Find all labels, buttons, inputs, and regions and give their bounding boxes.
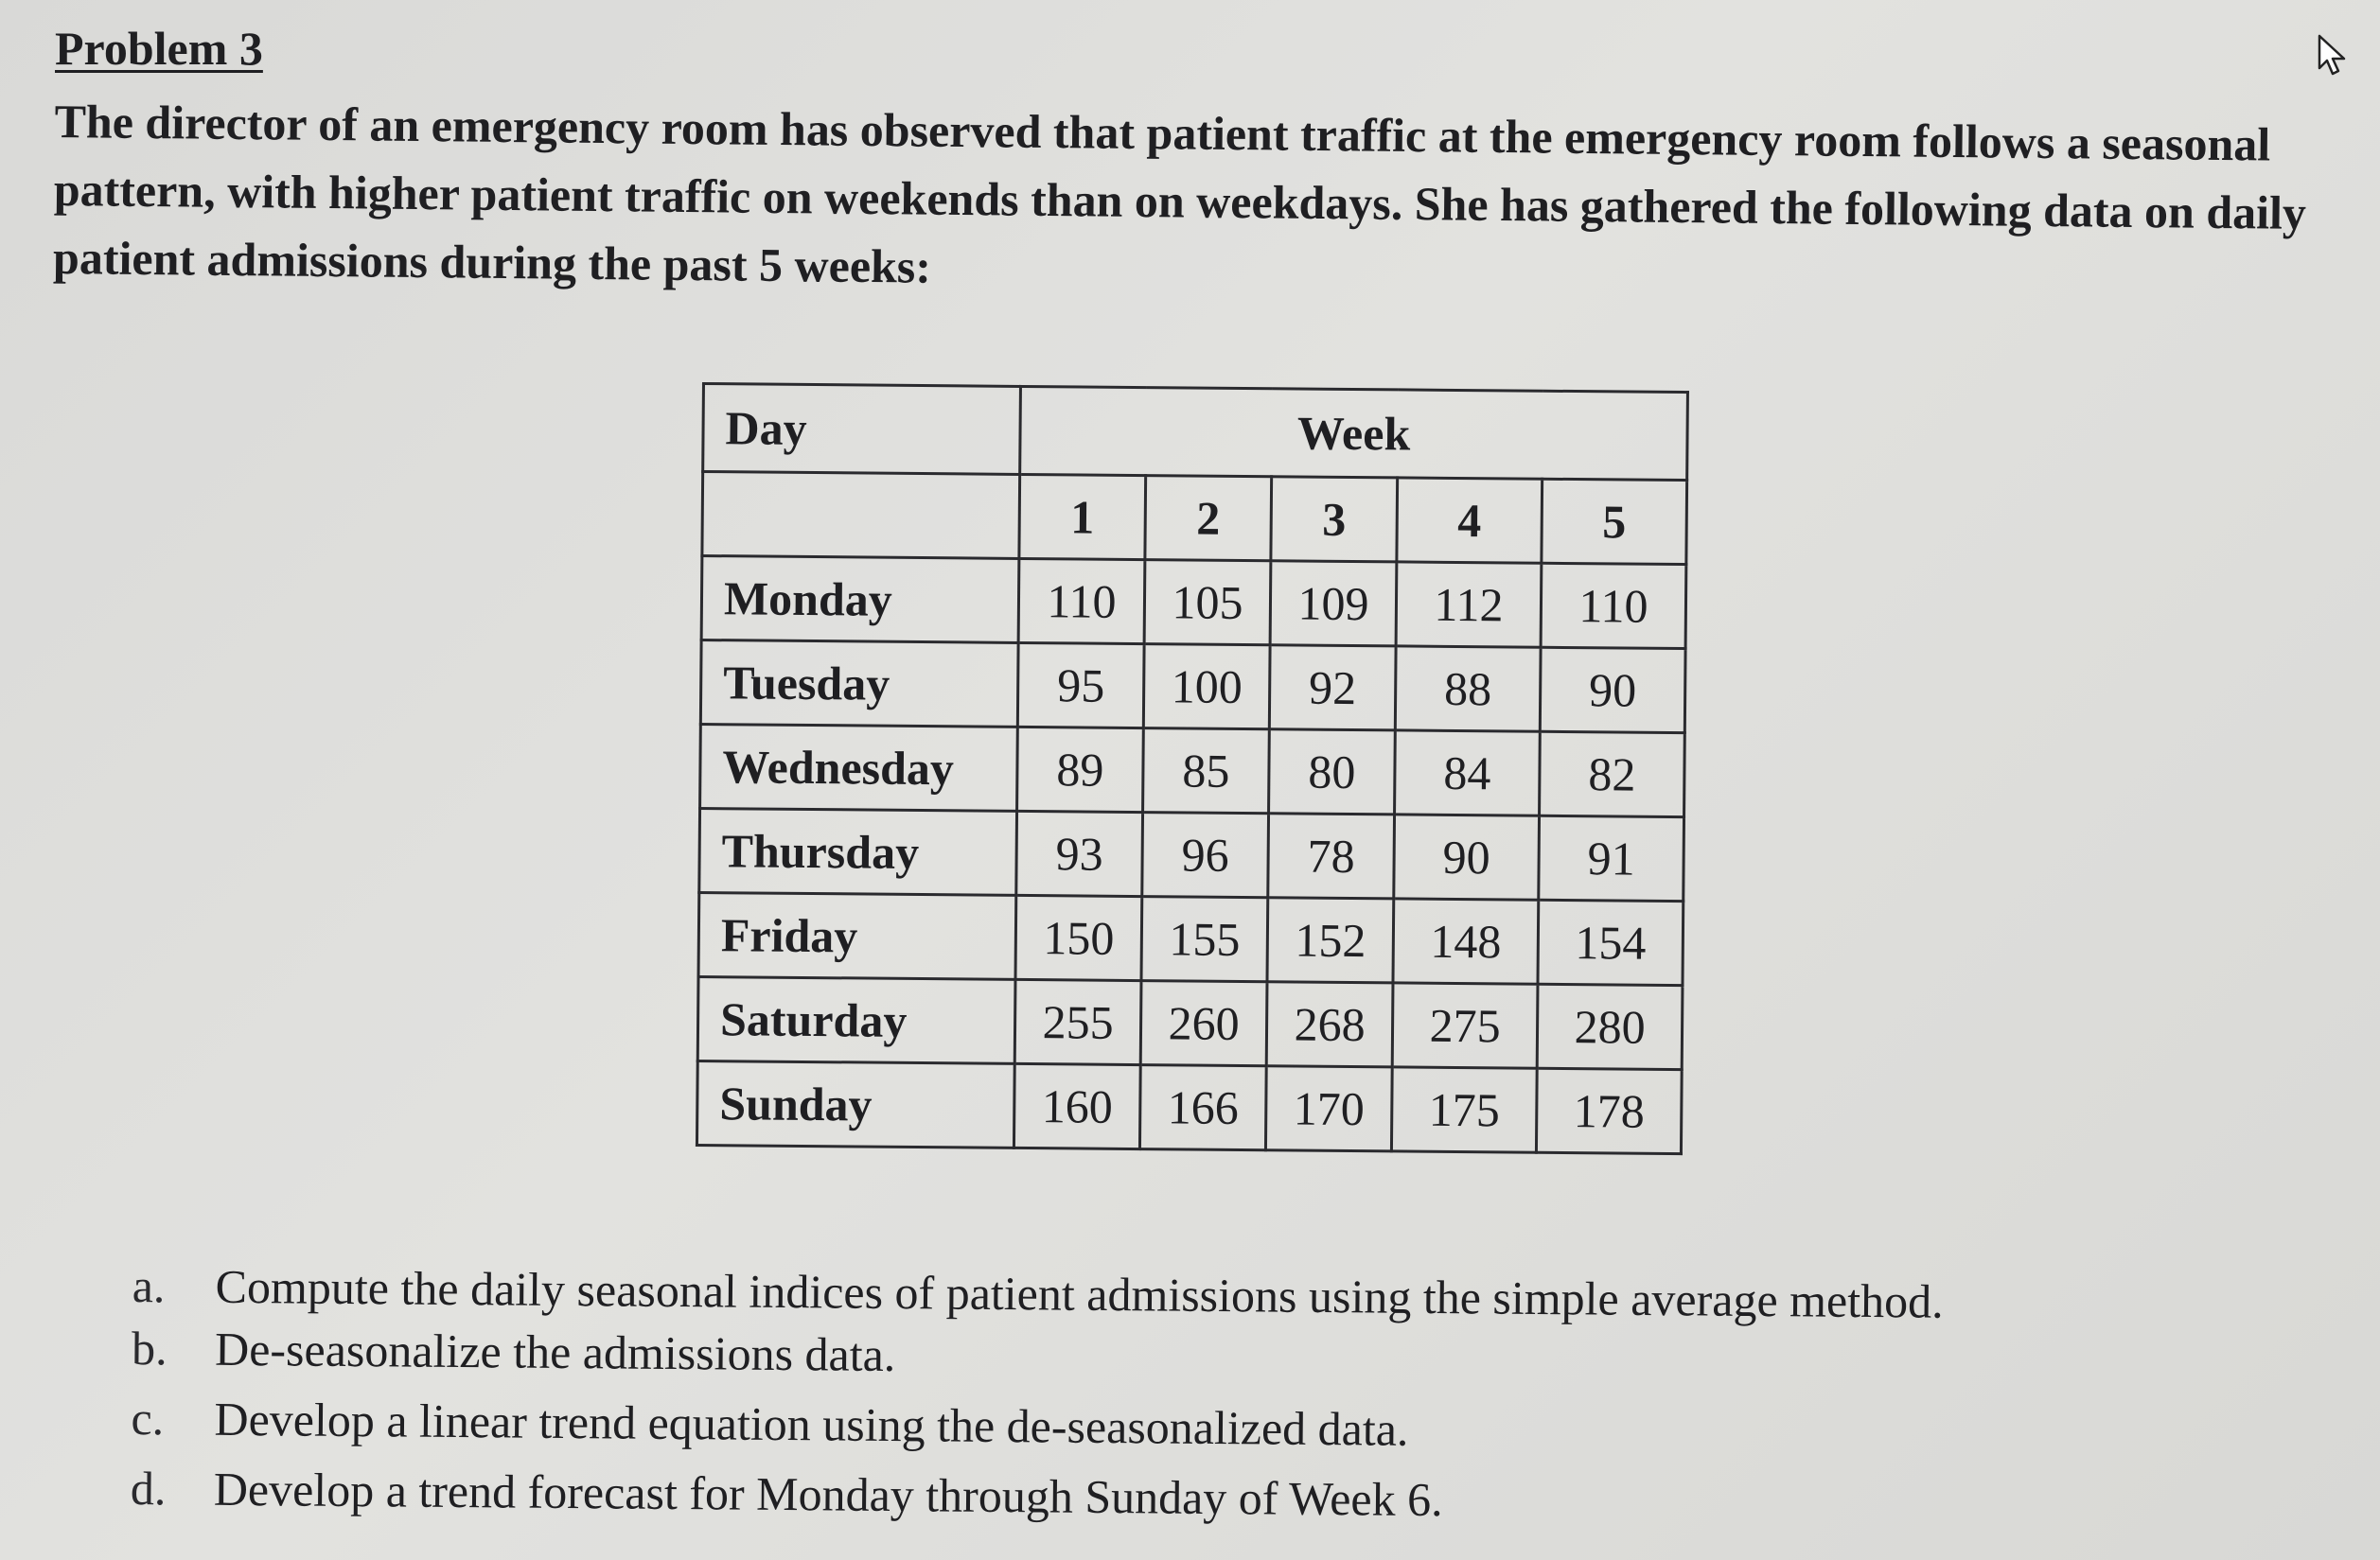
admission-value: 280 [1537, 984, 1683, 1069]
admission-value: 178 [1536, 1068, 1682, 1153]
table-row [697, 976, 1683, 1069]
admissions-table [696, 382, 1689, 1155]
day-label: Sunday [696, 1060, 1014, 1148]
admission-value: 109 [1270, 561, 1397, 646]
question-letter: b. [131, 1321, 167, 1376]
admission-value: 155 [1141, 897, 1268, 982]
admission-value: 260 [1140, 981, 1267, 1066]
list-item [131, 1457, 1943, 1535]
day-header: Day [703, 384, 1021, 475]
admission-value: 90 [1540, 647, 1685, 732]
question-text: Compute the daily seasonal indices of patient admissions using the simple average method. [215, 1259, 1944, 1328]
problem-title: Problem 3 [55, 22, 263, 75]
admission-value: 275 [1392, 983, 1538, 1068]
admission-value: 89 [1017, 727, 1144, 812]
day-label: Thursday [699, 808, 1017, 895]
question-letter: d. [130, 1461, 167, 1516]
admission-value: 93 [1016, 811, 1143, 896]
table-row [698, 892, 1684, 985]
week-number: 4 [1397, 478, 1543, 563]
admission-value: 170 [1265, 1066, 1392, 1151]
week-number-row [702, 472, 1687, 565]
question-letter: c. [131, 1391, 165, 1446]
table-row [699, 808, 1684, 901]
admission-value: 90 [1394, 815, 1540, 900]
admission-value: 82 [1540, 731, 1685, 816]
list-item [131, 1387, 1943, 1465]
admission-value: 84 [1395, 730, 1541, 815]
admissions-table-wrapper [696, 382, 1689, 1155]
day-label: Tuesday [700, 640, 1018, 727]
admission-value: 160 [1014, 1063, 1140, 1148]
question-text: Develop a trend forecast for Monday through Sunday of Week 6. [213, 1462, 1443, 1527]
week-number: 5 [1542, 479, 1687, 564]
week-number: 1 [1019, 474, 1146, 559]
admission-value: 112 [1396, 562, 1542, 647]
admission-value: 92 [1269, 645, 1396, 730]
day-label: Monday [701, 556, 1019, 643]
admission-value: 166 [1139, 1065, 1266, 1150]
admission-value: 154 [1538, 900, 1684, 985]
week-number: 2 [1145, 476, 1272, 561]
admission-value: 91 [1539, 815, 1684, 901]
admission-value: 150 [1015, 895, 1142, 980]
admission-value: 255 [1014, 979, 1141, 1064]
question-text: Develop a linear trend equation using the de-seasonalized data. [214, 1392, 1409, 1456]
admission-value: 78 [1268, 814, 1395, 899]
day-label: Friday [698, 892, 1016, 979]
admission-value: 95 [1017, 642, 1144, 727]
admission-value: 80 [1269, 729, 1396, 815]
table-header-row [703, 384, 1688, 481]
admission-value: 152 [1267, 898, 1394, 983]
table-row [696, 1060, 1682, 1153]
admission-value: 110 [1018, 558, 1145, 643]
admission-value: 175 [1391, 1067, 1537, 1152]
question-list [131, 1254, 1944, 1535]
question-text: De-seasonalize the admissions data. [214, 1322, 896, 1382]
week-number: 3 [1271, 477, 1398, 562]
mouse-pointer-icon [2314, 32, 2352, 78]
admission-value: 85 [1143, 728, 1270, 814]
empty-cell [702, 472, 1020, 559]
admission-value: 268 [1266, 982, 1393, 1067]
admission-value: 88 [1395, 646, 1541, 731]
table-row [701, 556, 1686, 649]
admission-value: 110 [1541, 563, 1686, 648]
day-label: Wednesday [700, 724, 1018, 811]
admission-value: 105 [1144, 560, 1271, 645]
admission-value: 148 [1393, 899, 1539, 984]
problem-intro: The director of an emergency room has observed that patient traffic at the emergency room follows a seasonal pattern, with higher patient traffic on weekends than on weekdays. She has gathered the following data on daily patient admissions during the past 5 weeks: [52, 94, 2307, 293]
table-row [700, 640, 1685, 733]
week-header: Week [1020, 386, 1688, 480]
table-row [700, 724, 1685, 816]
admission-value: 96 [1142, 813, 1269, 898]
question-letter: a. [132, 1258, 166, 1313]
day-label: Saturday [697, 976, 1015, 1063]
admission-value: 100 [1143, 644, 1270, 729]
